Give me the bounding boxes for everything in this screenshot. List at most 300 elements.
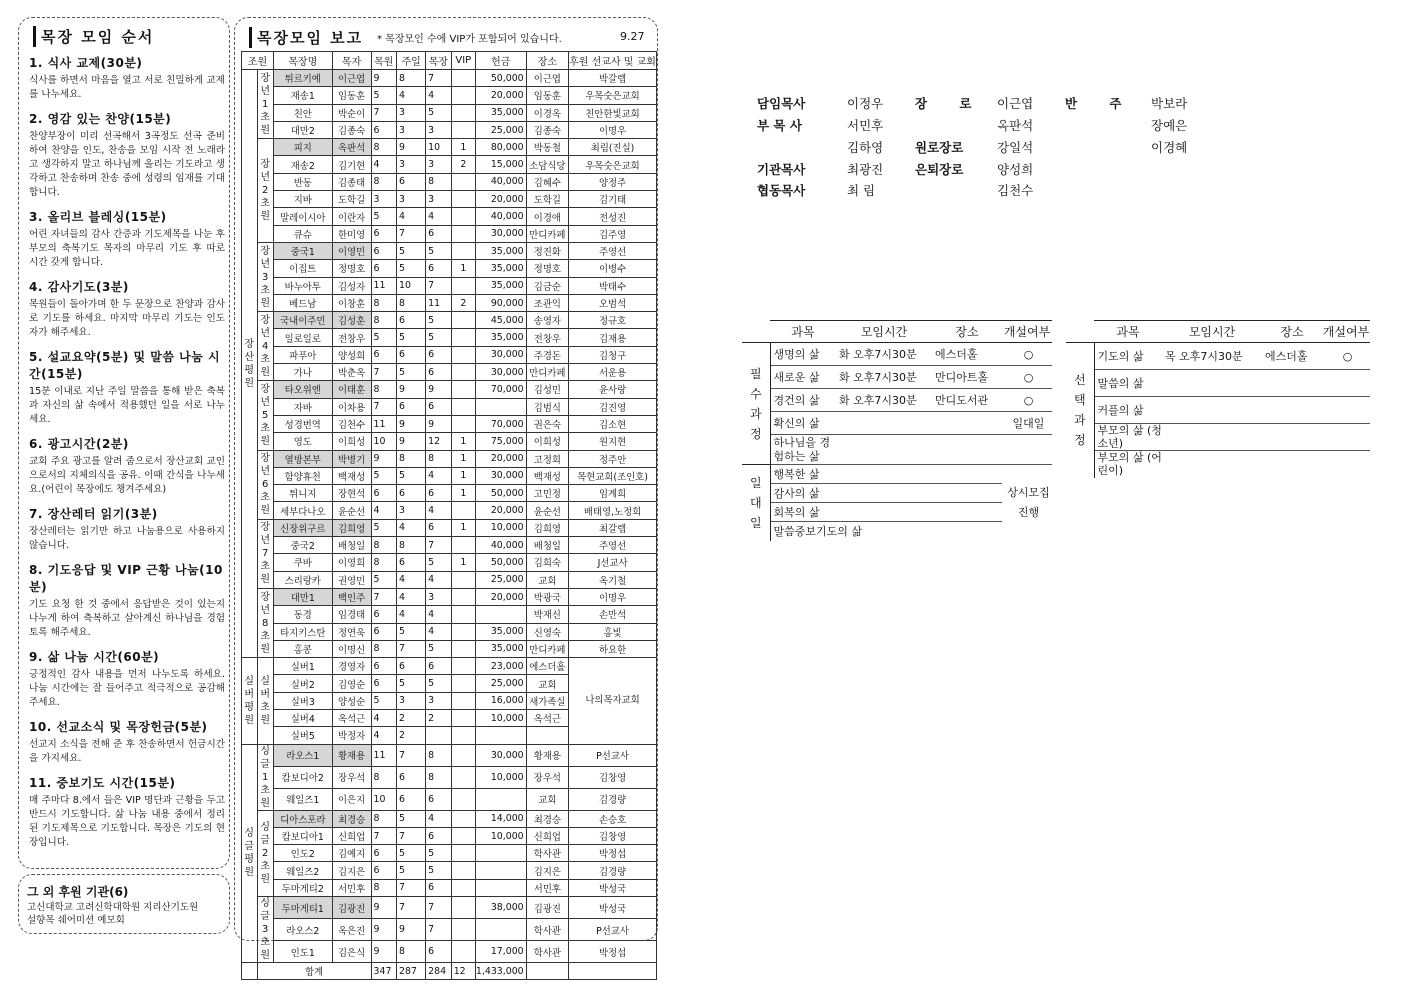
mokjang-name: 스리랑카 — [273, 571, 332, 588]
offering: 35,000 — [475, 242, 526, 259]
mokjang-count: 9 — [426, 381, 452, 398]
mokja: 박정자 — [332, 727, 371, 744]
staff-name: 강일석 — [997, 140, 1034, 155]
place: 김금순 — [526, 277, 568, 294]
sunday: 5 — [397, 845, 426, 862]
staff-role: 반 주 — [1065, 96, 1136, 111]
table-row — [242, 537, 657, 554]
mokja: 이란자 — [332, 208, 371, 225]
place: 만디카페 — [526, 640, 568, 657]
mokjang-count: 6 — [426, 364, 452, 381]
mokjang-count: 8 — [426, 766, 452, 788]
open-status: 일대일 — [1002, 412, 1052, 435]
mokja: 이은지 — [332, 788, 371, 810]
offering: 14,000 — [475, 810, 526, 827]
total-mokwon: 347 — [371, 963, 397, 980]
mokwon: 6 — [371, 260, 397, 277]
place: 정진화 — [526, 242, 568, 259]
place: 김혜수 — [526, 173, 568, 190]
place: 김범식 — [526, 398, 568, 415]
sunday: 5 — [397, 862, 426, 879]
place: 송영자 — [526, 312, 568, 329]
meeting-step — [29, 208, 225, 270]
table-row — [242, 121, 657, 138]
meeting-time: 화 오후7시30분 — [836, 343, 932, 366]
place — [1262, 424, 1322, 451]
mokwon: 6 — [371, 485, 397, 502]
group-label: 장 년 8 초 원 — [257, 588, 273, 657]
mokwon: 7 — [371, 104, 397, 121]
staff-role: 은퇴장로 — [915, 162, 964, 177]
mokwon: 5 — [371, 87, 397, 104]
offering: 38,000 — [475, 897, 526, 919]
mokja: 김광진 — [332, 897, 371, 919]
offering: 50,000 — [475, 485, 526, 502]
supported-mission: 정규호 — [569, 312, 657, 329]
place: 박재신 — [526, 606, 568, 623]
meeting-time — [1162, 397, 1262, 424]
vip: 1 — [451, 433, 475, 450]
supported-mission: 정주안 — [569, 450, 657, 467]
table-row — [242, 329, 657, 346]
category-label: 필 수 과 정 — [742, 343, 770, 465]
meeting-step — [29, 648, 225, 710]
mokjang-name: 재송1 — [273, 87, 332, 104]
mokjang-count: 6 — [426, 788, 452, 810]
staff-role: 부 목 사 — [757, 118, 802, 133]
mokja: 김기현 — [332, 156, 371, 173]
meeting-step-heading: 11. 중보기도 시간(15분) — [29, 776, 176, 790]
mokwon: 8 — [371, 173, 397, 190]
mokja: 김성훈 — [332, 312, 371, 329]
mokwon: 6 — [371, 845, 397, 862]
supported-mission: 김진영 — [569, 398, 657, 415]
vip — [451, 845, 475, 862]
mokjang-count: 7 — [426, 919, 452, 941]
mokjang-count: 4 — [426, 606, 452, 623]
course-name: 부모의 삶 (어린이) — [1097, 451, 1162, 478]
col-header: 후원 선교사 및 교회 — [569, 52, 657, 70]
vip — [451, 225, 475, 242]
mokjang-count: 3 — [426, 121, 452, 138]
mokja: 이차용 — [332, 398, 371, 415]
meeting-time — [836, 435, 932, 465]
supported-mission: 박성국 — [569, 897, 657, 919]
offering: 40,000 — [475, 537, 526, 554]
place — [1262, 451, 1322, 478]
meeting-order-panel — [18, 17, 230, 869]
curriculum-table-elective — [1066, 320, 1370, 478]
staff-name: 김하영 — [847, 140, 884, 155]
mokwon: 11 — [371, 277, 397, 294]
mokjang-count: 6 — [426, 398, 452, 415]
mokwon: 5 — [371, 692, 397, 709]
mokja: 이영민 — [332, 242, 371, 259]
mokjang-count: 4 — [426, 467, 452, 484]
mokja: 임동훈 — [332, 87, 371, 104]
curriculum-header-row — [1066, 321, 1370, 343]
sunday: 5 — [397, 242, 426, 259]
meeting-step — [29, 774, 225, 850]
meeting-step-heading: 1. 식사 교제(30분) — [29, 56, 143, 70]
course-name: 새로운 삶 — [770, 366, 836, 389]
supported-mission: 서운용 — [569, 364, 657, 381]
group-label: 싱 글 1 초 원 — [257, 744, 273, 810]
col-header: 개설여부 — [1322, 321, 1370, 343]
group-label: 싱 글 평 원 — [242, 744, 258, 962]
table-row — [242, 208, 657, 225]
supported-mission: 배태영,노정희 — [569, 502, 657, 519]
mokja: 서민후 — [332, 879, 371, 896]
sunday: 6 — [397, 788, 426, 810]
table-row — [242, 502, 657, 519]
mokjang-name: 인도1 — [273, 941, 332, 963]
mokjang-count: 5 — [426, 329, 452, 346]
curriculum-table-required — [742, 320, 1052, 541]
meeting-step-heading: 6. 광고시간(2분) — [29, 437, 129, 451]
mokjang-count: 5 — [426, 640, 452, 657]
table-row — [242, 277, 657, 294]
support-line-2: 설향목 쉐어미션 예모회 — [27, 915, 125, 926]
mokja: 이명신 — [332, 640, 371, 657]
col-header: VIP — [451, 52, 475, 70]
offering: 45,000 — [475, 312, 526, 329]
vip — [451, 191, 475, 208]
mokja: 이태훈 — [332, 381, 371, 398]
mokwon: 6 — [371, 225, 397, 242]
offering: 80,000 — [475, 139, 526, 156]
supported-mission: 이명우 — [569, 588, 657, 605]
mokjang-name: 튀니지 — [273, 485, 332, 502]
staff-name: 최광진 — [847, 162, 884, 177]
mokja: 김천수 — [332, 415, 371, 432]
curriculum-row — [742, 343, 1052, 366]
mokja: 백재성 — [332, 467, 371, 484]
vip — [451, 827, 475, 844]
vip — [451, 941, 475, 963]
offering: 35,000 — [475, 329, 526, 346]
curriculum-row — [742, 412, 1052, 435]
mokjang-name: 친안 — [273, 104, 332, 121]
place: 고민정 — [526, 485, 568, 502]
mokwon: 6 — [371, 606, 397, 623]
offering: 10,000 — [475, 709, 526, 726]
mokwon: 9 — [371, 450, 397, 467]
mokjang-name: 실버3 — [273, 692, 332, 709]
supported-mission: 손승호 — [569, 810, 657, 827]
col-header: 장소 — [526, 52, 568, 70]
table-row — [242, 346, 657, 363]
meeting-step-body: 어린 자녀들의 감사 간증과 기도제목을 나눈 후 부모의 축복기도 목자의 마무리 기도 후 따로 시간 갖게 합니다. — [29, 229, 225, 268]
mokjang-count: 7 — [426, 897, 452, 919]
meeting-step-body: 매 주마다 8.에서 들은 VIP 명단과 근황을 두고 반드시 기도합니다. 삶 나눔 내용 중에서 정리된 기도제목으로 기도합니다. 목장은 기도의 현장입니다. — [29, 795, 225, 848]
offering: 40,000 — [475, 173, 526, 190]
mokjang-count: 2 — [426, 709, 452, 726]
curriculum-row — [742, 389, 1052, 412]
table-row — [242, 173, 657, 190]
mokja: 김희영 — [332, 519, 371, 536]
supported-mission: 박정섭 — [569, 845, 657, 862]
support-line-1: 고신대학교 고려신학대학원 지리산기도원 — [27, 902, 199, 913]
sunday: 5 — [397, 364, 426, 381]
mokjang-count: 7 — [426, 70, 452, 87]
mokwon: 6 — [371, 121, 397, 138]
offering: 25,000 — [475, 121, 526, 138]
blank-cell — [569, 963, 657, 980]
table-row — [242, 156, 657, 173]
meeting-step-body: 식사를 하면서 마음을 열고 서로 친밀하게 교제를 나누세요. — [29, 75, 225, 100]
sunday: 4 — [397, 519, 426, 536]
staff-role: 담임목사 — [757, 96, 806, 111]
mokwon: 5 — [371, 208, 397, 225]
total-row — [242, 963, 657, 980]
place: 에스더홀 — [1262, 343, 1322, 370]
table-row — [242, 242, 657, 259]
place: 김종숙 — [526, 121, 568, 138]
table-row — [242, 919, 657, 941]
vip — [451, 862, 475, 879]
mokwon: 9 — [371, 919, 397, 941]
vip — [451, 415, 475, 432]
mokjang-name: 지바 — [273, 191, 332, 208]
table-row — [242, 433, 657, 450]
sunday: 6 — [397, 398, 426, 415]
sunday: 6 — [397, 173, 426, 190]
open-status — [1002, 465, 1052, 541]
supported-mission: 홍빛 — [569, 623, 657, 640]
mokjang-name: 베드남 — [273, 294, 332, 311]
supported-mission: 이명우 — [569, 121, 657, 138]
mokwon: 4 — [371, 727, 397, 744]
place: 만디카페 — [526, 225, 568, 242]
mokjang-name: 피지 — [273, 139, 332, 156]
mokjang-count: 7 — [426, 277, 452, 294]
table-row — [242, 623, 657, 640]
course-name: 커플의 삶 — [1094, 397, 1162, 424]
staff-name: 최 림 — [847, 183, 876, 198]
vip — [451, 727, 475, 744]
mokwon: 8 — [371, 766, 397, 788]
mokjang-name: 쿠바 — [273, 554, 332, 571]
curriculum-row — [1066, 424, 1370, 451]
sunday: 9 — [397, 381, 426, 398]
sunday: 7 — [397, 827, 426, 844]
sunday: 3 — [397, 156, 426, 173]
open-status — [1322, 424, 1370, 451]
place: 김성민 — [526, 381, 568, 398]
offering: 35,000 — [475, 260, 526, 277]
mokjang-name: 큐슈 — [273, 225, 332, 242]
course-name: 말씀중보기도의 삶 — [773, 525, 863, 539]
meeting-time — [1162, 451, 1262, 478]
table-row — [242, 294, 657, 311]
meeting-step-heading: 9. 삶 나눔 시간(60분) — [29, 650, 160, 664]
offering — [475, 606, 526, 623]
sunday: 8 — [397, 941, 426, 963]
sunday: 4 — [397, 606, 426, 623]
supported-mission: 최갈렙 — [569, 519, 657, 536]
mokwon: 10 — [371, 788, 397, 810]
sunday: 2 — [397, 727, 426, 744]
vip — [451, 692, 475, 709]
place: 만디아트홀 — [932, 366, 1002, 389]
mokwon: 8 — [371, 381, 397, 398]
meeting-step-heading: 5. 설교요약(5분) 및 말씀 나눔 시간(15분) — [29, 350, 221, 381]
place — [1262, 370, 1322, 397]
vip — [451, 277, 475, 294]
mokja: 장현석 — [332, 485, 371, 502]
mokja: 이근엽 — [332, 70, 371, 87]
sunday: 7 — [397, 744, 426, 766]
mokja: 황재용 — [332, 744, 371, 766]
vip — [451, 208, 475, 225]
sunday: 3 — [397, 104, 426, 121]
mokjang-name: 영도 — [273, 433, 332, 450]
table-row — [242, 87, 657, 104]
supported-mission: 손만석 — [569, 606, 657, 623]
report-note: * 목장모인 수에 VIP가 포함되어 있습니다. — [377, 34, 562, 45]
place: 학사관 — [526, 845, 568, 862]
mokjang-name: 두마게티2 — [273, 879, 332, 896]
meeting-step-body: 선교지 소식을 전해 준 후 찬송하면서 헌금시간을 가지세요. — [29, 739, 225, 764]
place: 교회 — [526, 788, 568, 810]
meeting-step — [29, 110, 225, 200]
mokjang-name: 열방본부 — [273, 450, 332, 467]
place: 김지은 — [526, 862, 568, 879]
mokjang-count: 6 — [426, 225, 452, 242]
mokjang-count: 6 — [426, 346, 452, 363]
staff-role: 장 로 — [915, 96, 986, 111]
course-name: 감사의 삶 — [770, 484, 1002, 503]
mokja: 정연욱 — [332, 623, 371, 640]
open-status: ○ — [1322, 343, 1370, 370]
mokwon: 5 — [371, 329, 397, 346]
offering — [475, 879, 526, 896]
place: 주경돈 — [526, 346, 568, 363]
offering: 20,000 — [475, 87, 526, 104]
offering — [475, 398, 526, 415]
meeting-step-heading: 8. 기도응답 및 VIP 근황 나눔(10분) — [29, 563, 223, 594]
supported-mission: 임계희 — [569, 485, 657, 502]
sunday: 8 — [397, 537, 426, 554]
meeting-time — [836, 412, 932, 435]
staff-name: 서민후 — [847, 118, 884, 133]
meeting-step-body: 찬양부장이 미리 선곡해서 3곡정도 선곡 준비하여 찬양을 인도, 찬송을 모임 시작 전 노래라고 생각하지 말고 하나님께 올리는 기도라고 생각하고 찬송하며 찬송 중에 성령의 임재를 기대합니다. — [29, 131, 225, 198]
meeting-step-body: 긍정적인 감사 내용을 먼저 나누도록 하세요. 나눔 시간에는 잘 들어주고 적극적으로 공감해 주세요. — [29, 669, 225, 708]
place: 조관익 — [526, 294, 568, 311]
offering: 30,000 — [475, 364, 526, 381]
table-row — [242, 70, 657, 87]
place: 백재성 — [526, 467, 568, 484]
offering: 10,000 — [475, 766, 526, 788]
place: 이경애 — [526, 208, 568, 225]
table-row — [242, 827, 657, 844]
col-header: 장소 — [1262, 321, 1322, 343]
col-header: 목장명 — [273, 52, 332, 70]
vip: 2 — [451, 156, 475, 173]
col-header: 목원 — [371, 52, 397, 70]
offering: 25,000 — [475, 571, 526, 588]
sunday: 4 — [397, 588, 426, 605]
vip: 1 — [451, 519, 475, 536]
offering: 20,000 — [475, 502, 526, 519]
open-status — [1002, 435, 1052, 465]
mokjang-name: 홍콩 — [273, 640, 332, 657]
mokjang-name: 웨일즈1 — [273, 788, 332, 810]
mokjang-count: 7 — [426, 537, 452, 554]
mokjang-count: 12 — [426, 433, 452, 450]
offering — [475, 845, 526, 862]
supported-mission: 친안한빛교회 — [569, 104, 657, 121]
group-label: 장 년 6 초 원 — [257, 450, 273, 519]
sunday: 6 — [397, 766, 426, 788]
vip — [451, 675, 475, 692]
mokjang-count: 11 — [426, 294, 452, 311]
mokjang-count: 6 — [426, 260, 452, 277]
supported-mission: 우목숫은교회 — [569, 87, 657, 104]
offering: 15,000 — [475, 156, 526, 173]
mokwon: 4 — [371, 502, 397, 519]
mokjang-count: 6 — [426, 485, 452, 502]
col-header: 헌금 — [475, 52, 526, 70]
supported-mission: 오범석 — [569, 294, 657, 311]
sunday: 5 — [397, 623, 426, 640]
blank-cell — [242, 963, 258, 980]
mokjang-name: 세부다나오 — [273, 502, 332, 519]
group-label: 장 년 5 초 원 — [257, 381, 273, 450]
curriculum-row — [742, 465, 1052, 484]
supported-mission: 윤사랑 — [569, 381, 657, 398]
meeting-step — [29, 561, 225, 640]
table-row — [242, 398, 657, 415]
curriculum-row — [742, 366, 1052, 389]
vip — [451, 398, 475, 415]
sunday: 4 — [397, 208, 426, 225]
place: 박광국 — [526, 588, 568, 605]
sunday: 6 — [397, 485, 426, 502]
offering — [475, 862, 526, 879]
offering: 16,000 — [475, 692, 526, 709]
course-name: 하나님을 경험하는 삶 — [770, 435, 836, 465]
supported-mission: 이병수 — [569, 260, 657, 277]
vip: 1 — [451, 139, 475, 156]
table-row — [242, 879, 657, 896]
open-status — [1322, 451, 1370, 478]
offering: 20,000 — [475, 588, 526, 605]
supported-mission: J선교사 — [569, 554, 657, 571]
meeting-step — [29, 348, 225, 427]
staff-role: 협동목사 — [757, 183, 806, 198]
group-label: 싱 글 2 초 원 — [257, 810, 273, 896]
offering: 30,000 — [475, 467, 526, 484]
mokjang-count: 4 — [426, 623, 452, 640]
mokwon: 3 — [371, 191, 397, 208]
group-label: 장 년 4 초 원 — [257, 312, 273, 381]
supported-mission: 주영선 — [569, 242, 657, 259]
vip — [451, 502, 475, 519]
staff-name: 박보라 — [1151, 96, 1188, 111]
offering: 75,000 — [475, 433, 526, 450]
vip: 1 — [451, 450, 475, 467]
supported-mission: P선교사 — [569, 919, 657, 941]
vip: 1 — [451, 260, 475, 277]
supported-mission: 박태수 — [569, 277, 657, 294]
course-name: 말씀의 삶 — [1094, 370, 1162, 397]
place: 만디카페 — [526, 364, 568, 381]
mokja: 김종태 — [332, 173, 371, 190]
supported-mission: 옥기철 — [569, 571, 657, 588]
table-row — [242, 571, 657, 588]
